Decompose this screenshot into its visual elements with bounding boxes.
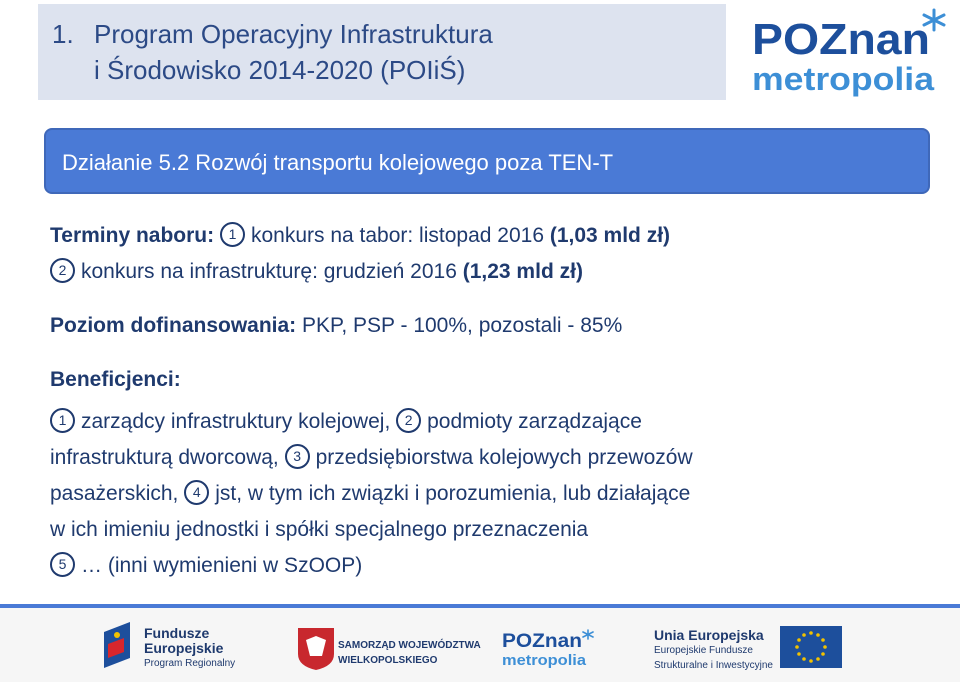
beneficiaries-line-5 xyxy=(50,552,362,580)
samorzad-line-1: SAMORZĄD WOJEWÓDZTWA xyxy=(338,640,481,651)
logo-poznan-text: POZnan xyxy=(752,15,930,64)
samorzad-text xyxy=(338,638,481,668)
ue-line-2: Europejskie Fundusze xyxy=(654,645,753,656)
ue-line-3: Strukturalne i Inwestycyjne xyxy=(654,660,773,671)
poznan-metropolia-logo xyxy=(748,6,948,100)
footer-star-icon xyxy=(583,630,593,639)
terms-item-2-amount: (1,23 mld zł) xyxy=(462,260,583,283)
wielkopolska-coat-of-arms-icon xyxy=(298,628,334,670)
beneficiaries-line-3 xyxy=(50,480,690,508)
title-number: 1. xyxy=(52,19,74,49)
unia-europejska-text xyxy=(654,628,773,673)
terms-line-1 xyxy=(50,222,670,250)
fe-line-2: Europejskie xyxy=(144,640,224,656)
beneficiary-text-3b: pasażerskich, xyxy=(50,482,179,505)
eu-flag-icon xyxy=(780,626,842,668)
beneficiary-text-2b: infrastrukturą dworcową, xyxy=(50,446,279,469)
fundusze-europejskie-logo-icon xyxy=(104,622,138,668)
beneficiary-text-2: podmioty zarządzające xyxy=(427,410,642,433)
terms-item-2: konkurs na infrastrukturę: grudzień 2016 xyxy=(81,260,457,283)
action-banner: Działanie 5.2 Rozwój transportu kolejowego poza TEN-T xyxy=(44,128,930,194)
funding-line xyxy=(50,312,622,340)
fe-line-1: Fundusze xyxy=(144,625,210,641)
terms-label: Terminy naboru: xyxy=(50,224,215,247)
logo-metropolia-text: metropolia xyxy=(752,61,935,97)
beneficiaries-line-4: w ich imieniu jednostki i spółki specjalnego przeznaczenia xyxy=(50,518,589,541)
fe-line-3: Program Regionalny xyxy=(144,658,236,669)
title-text-1: Program Operacyjny Infrastruktura xyxy=(94,19,493,49)
samorzad-line-2: WIELKOPOLSKIEGO xyxy=(338,655,438,666)
beneficiary-number-4: 4 xyxy=(184,480,209,505)
funding-label: Poziom dofinansowania: xyxy=(50,314,297,337)
title-line-1 xyxy=(52,16,726,52)
beneficiary-text-5: … (inni wymienieni w SzOOP) xyxy=(81,554,363,577)
terms-item-1: konkurs na tabor: listopad 2016 xyxy=(250,224,544,247)
ue-line-1: Unia Europejska xyxy=(654,627,764,643)
beneficiary-text-1: zarządcy infrastruktury kolejowej, xyxy=(81,410,391,433)
beneficiaries-line-1 xyxy=(50,408,642,436)
funding-text: PKP, PSP - 100%, pozostali - 85% xyxy=(302,314,623,337)
beneficiary-number-3: 3 xyxy=(285,444,310,469)
beneficiary-number-5: 5 xyxy=(50,552,75,577)
beneficiaries-line-2 xyxy=(50,444,693,472)
title-box xyxy=(38,4,726,100)
beneficiary-number-1: 1 xyxy=(50,408,75,433)
fundusze-europejskie-text xyxy=(144,626,235,671)
beneficiaries-label: Beneficjenci: xyxy=(50,368,181,391)
circle-number-1: 1 xyxy=(220,222,245,247)
title-line-2: i Środowisko 2014-2020 (POIiŚ) xyxy=(94,55,466,85)
terms-item-1-amount: (1,03 mld zł) xyxy=(549,224,671,247)
poznan-metropolia-footer-logo xyxy=(502,628,594,668)
footer-metropolia-text: metropolia xyxy=(502,652,587,668)
footer xyxy=(0,608,960,682)
beneficiary-number-2: 2 xyxy=(396,408,421,433)
terms-line-2 xyxy=(50,258,583,286)
footer-poznan-text: POZnan xyxy=(502,631,582,652)
circle-number-2: 2 xyxy=(50,258,75,283)
beneficiary-text-3: przedsiębiorstwa kolejowych przewozów xyxy=(315,446,693,469)
beneficiary-text-4: jst, w tym ich związki i porozumienia, lub działające xyxy=(215,482,691,505)
